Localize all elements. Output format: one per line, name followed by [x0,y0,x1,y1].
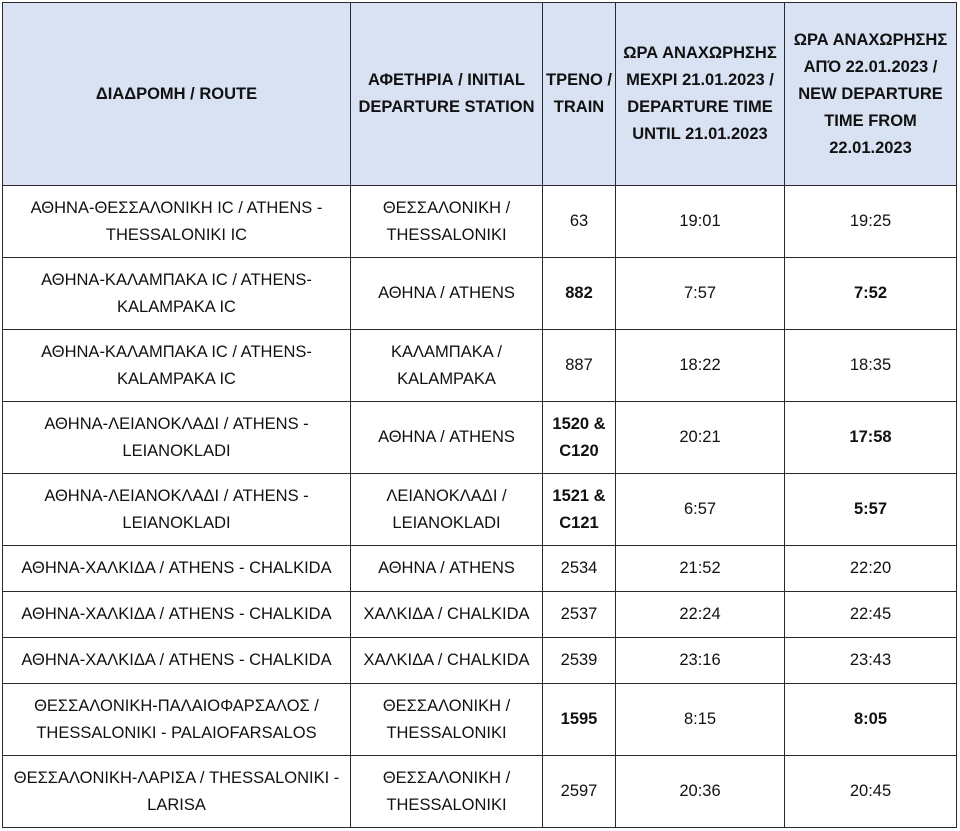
old-time-cell: 19:01 [616,186,785,258]
station-cell: ΘΕΣΣΑΛΟΝΙΚΗ / THESSALONIKI [351,186,543,258]
new-time-cell: 5:57 [785,474,957,546]
route-cell: ΑΘΗΝΑ-ΧΑΛΚΙΔΑ / ATHENS - CHALKIDA [3,592,351,638]
route-cell: ΘΕΣΣΑΛΟΝΙΚΗ-ΛΑΡΙΣΑ / THESSALONIKI - LARISA [3,756,351,828]
train-cell: 1520 & C120 [543,402,616,474]
table-row [3,638,957,684]
train-cell: 1595 [543,684,616,756]
station-cell: ΘΕΣΣΑΛΟΝΙΚΗ / THESSALONIKI [351,756,543,828]
departure-time-changes-table [2,2,957,828]
new-time-cell: 22:20 [785,546,957,592]
station-cell: ΧΑΛΚΙΔΑ / CHALKIDA [351,592,543,638]
train-cell: 2539 [543,638,616,684]
header-row [3,3,957,186]
route-cell: ΑΘΗΝΑ-ΘΕΣΣΑΛΟΝΙΚΗ IC / ATHENS - THESSALONIKI IC [3,186,351,258]
table-row [3,474,957,546]
table-row [3,330,957,402]
old-time-cell: 22:24 [616,592,785,638]
table-row [3,546,957,592]
station-cell: ΛΕΙΑΝΟΚΛΑΔΙ / LEIANOKLADI [351,474,543,546]
header-initial-station: ΑΦΕΤΗΡΙΑ / INITIAL DEPARTURE STATION [351,3,543,186]
new-time-cell: 7:52 [785,258,957,330]
train-cell: 2534 [543,546,616,592]
new-time-cell: 18:35 [785,330,957,402]
old-time-cell: 8:15 [616,684,785,756]
timetable-container [2,2,957,828]
route-cell: ΑΘΗΝΑ-ΚΑΛΑΜΠΑΚΑ IC / ATHENS-KALAMPAKA IC [3,330,351,402]
route-cell: ΑΘΗΝΑ-ΛΕΙΑΝΟΚΛΑΔΙ / ATHENS - LEIANOKLADI [3,474,351,546]
old-time-cell: 21:52 [616,546,785,592]
table-row [3,258,957,330]
header-new-departure-time: ΩΡΑ ΑΝΑΧΩΡΗΣΗΣ ΑΠΌ 22.01.2023 / NEW DEPARTURE TIME FROM 22.01.2023 [785,3,957,186]
table-row [3,684,957,756]
old-time-cell: 7:57 [616,258,785,330]
station-cell: ΑΘΗΝΑ / ATHENS [351,258,543,330]
table-row [3,592,957,638]
table-row [3,402,957,474]
new-time-cell: 8:05 [785,684,957,756]
train-cell: 882 [543,258,616,330]
station-cell: ΚΑΛΑΜΠΑΚΑ / KALAMPAKA [351,330,543,402]
station-cell: ΘΕΣΣΑΛΟΝΙΚΗ / THESSALONIKI [351,684,543,756]
old-time-cell: 20:21 [616,402,785,474]
new-time-cell: 19:25 [785,186,957,258]
train-cell: 2537 [543,592,616,638]
route-cell: ΑΘΗΝΑ-ΧΑΛΚΙΔΑ / ATHENS - CHALKIDA [3,638,351,684]
header-train: ΤΡΕΝΟ / TRAIN [543,3,616,186]
old-time-cell: 18:22 [616,330,785,402]
station-cell: ΧΑΛΚΙΔΑ / CHALKIDA [351,638,543,684]
route-cell: ΑΘΗΝΑ-ΚΑΛΑΜΠΑΚΑ IC / ATHENS-KALAMPAKA IC [3,258,351,330]
route-cell: ΘΕΣΣΑΛΟΝΙΚΗ-ΠΑΛΑΙΟΦΑΡΣΑΛΟΣ / THESSALONIKI - PALAIOFARSALOS [3,684,351,756]
new-time-cell: 17:58 [785,402,957,474]
old-time-cell: 6:57 [616,474,785,546]
header-route: ΔΙΑΔΡΟΜΗ / ROUTE [3,3,351,186]
station-cell: ΑΘΗΝΑ / ATHENS [351,546,543,592]
route-cell: ΑΘΗΝΑ-ΛΕΙΑΝΟΚΛΑΔΙ / ATHENS - LEIANOKLADI [3,402,351,474]
station-cell: ΑΘΗΝΑ / ATHENS [351,402,543,474]
train-cell: 887 [543,330,616,402]
train-cell: 63 [543,186,616,258]
train-cell: 1521 & C121 [543,474,616,546]
new-time-cell: 22:45 [785,592,957,638]
new-time-cell: 20:45 [785,756,957,828]
route-cell: ΑΘΗΝΑ-ΧΑΛΚΙΔΑ / ATHENS - CHALKIDA [3,546,351,592]
table-row [3,186,957,258]
header-old-departure-time: ΩΡΑ ΑΝΑΧΩΡΗΣΗΣ ΜΕΧΡΙ 21.01.2023 / DEPARTURE TIME UNTIL 21.01.2023 [616,3,785,186]
new-time-cell: 23:43 [785,638,957,684]
table-row [3,756,957,828]
old-time-cell: 23:16 [616,638,785,684]
train-cell: 2597 [543,756,616,828]
old-time-cell: 20:36 [616,756,785,828]
